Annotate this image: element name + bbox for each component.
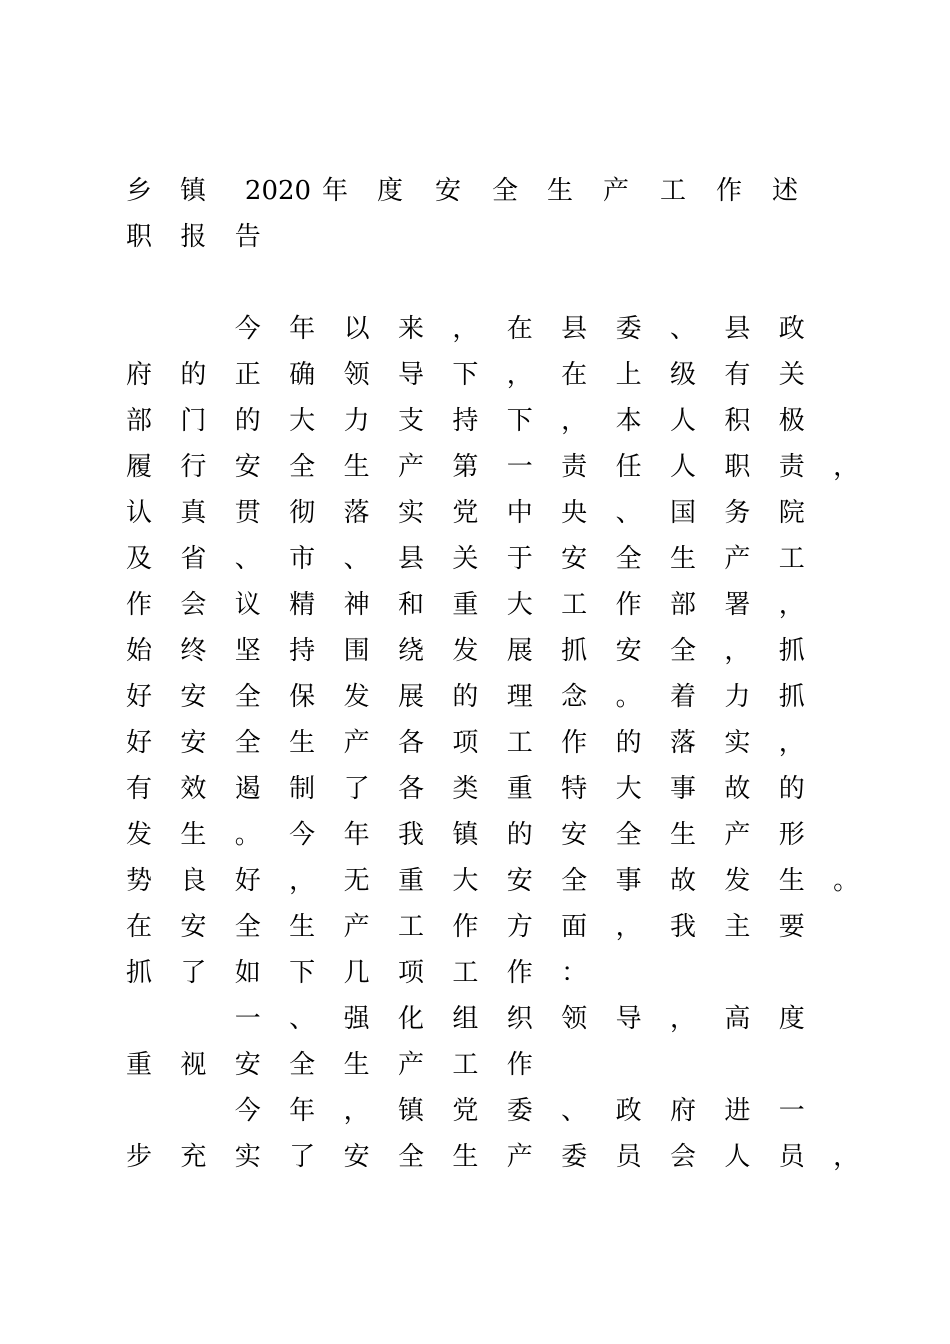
body-lines-glyph: 的 [234, 406, 261, 436]
body-lines-glyph: 级 [669, 360, 696, 390]
body-lines-glyph: 生 [289, 728, 316, 758]
title-lines-glyph: 2020 [244, 176, 312, 206]
body-lines-glyph: 党 [452, 498, 479, 528]
body-lines-glyph: 工 [506, 728, 533, 758]
body-lines-glyph: ， [615, 912, 642, 942]
body-lines-glyph: 县 [397, 544, 424, 574]
body-lines-glyph: 作 [506, 1050, 533, 1080]
body-lines-glyph: 、 [289, 1004, 316, 1034]
report-title [124, 168, 844, 260]
body-lines-line [124, 1088, 844, 1134]
body-lines-glyph: 工 [452, 958, 479, 988]
body-lines-glyph: 、 [561, 1096, 588, 1126]
body-lines-glyph: 安 [343, 1142, 370, 1172]
body-lines-glyph: 年 [343, 820, 370, 850]
body-lines-glyph: 故 [724, 774, 751, 804]
body-lines-glyph: 项 [397, 958, 424, 988]
body-lines-glyph: 安 [234, 452, 261, 482]
title-lines-glyph: 乡 [125, 176, 152, 206]
body-lines-glyph: 关 [778, 360, 805, 390]
body-lines-glyph: 市 [289, 544, 316, 574]
body-lines-glyph: 要 [778, 912, 805, 942]
body-lines-glyph: 了 [343, 774, 370, 804]
body-lines-glyph: 的 [506, 820, 533, 850]
title-lines-glyph: 报 [180, 222, 207, 252]
body-lines-glyph: 项 [452, 728, 479, 758]
body-lines-glyph: 持 [289, 636, 316, 666]
body-lines-glyph: 力 [724, 682, 751, 712]
body-lines-glyph: 我 [397, 820, 424, 850]
body-lines-glyph: 、 [234, 544, 261, 574]
title-lines-glyph: 镇 [179, 176, 206, 206]
body-lines-glyph: 产 [724, 544, 751, 574]
body-lines-glyph: 产 [397, 452, 424, 482]
body-lines-glyph: ， [669, 1004, 696, 1034]
body-lines-glyph: 以 [343, 314, 370, 344]
body-lines-glyph: 下 [506, 406, 533, 436]
body-lines-glyph: ， [833, 452, 860, 482]
body-lines-glyph: 无 [343, 866, 370, 896]
body-lines-glyph: 安 [234, 1050, 261, 1080]
body-lines-glyph: 彻 [289, 498, 316, 528]
body-lines-glyph: 导 [397, 360, 424, 390]
body-lines-glyph: ， [452, 314, 479, 344]
body-lines-glyph: 府 [125, 360, 152, 390]
body-lines-glyph: 的 [180, 360, 207, 390]
title-lines-glyph: 职 [125, 222, 152, 252]
body-lines-glyph: 大 [452, 866, 479, 896]
body-lines-glyph: 府 [669, 1096, 696, 1126]
body-lines-glyph: ， [778, 590, 805, 620]
body-lines-glyph: 充 [180, 1142, 207, 1172]
title-lines-glyph: 述 [771, 176, 798, 206]
body-lines-glyph: 发 [343, 682, 370, 712]
body-lines-glyph: 关 [452, 544, 479, 574]
body-lines-line [124, 858, 860, 904]
report-text [124, 306, 860, 1180]
body-lines-glyph: 员 [615, 1142, 642, 1172]
body-lines-glyph: 特 [561, 774, 588, 804]
body-lines-glyph: 生 [180, 820, 207, 850]
body-lines-glyph: 产 [724, 820, 751, 850]
body-lines-glyph: 展 [397, 682, 424, 712]
body-lines-glyph: 良 [180, 866, 207, 896]
body-lines-glyph: 安 [180, 728, 207, 758]
body-lines-glyph: 人 [669, 406, 696, 436]
body-lines-glyph: 本 [615, 406, 642, 436]
body-lines-glyph: 持 [452, 406, 479, 436]
body-lines-glyph: 确 [289, 360, 316, 390]
body-lines-glyph: 生 [778, 866, 805, 896]
body-lines-glyph: 始 [125, 636, 152, 666]
body-lines-glyph: 会 [669, 1142, 696, 1172]
body-lines-glyph: 。 [615, 682, 642, 712]
body-lines-glyph: 履 [125, 452, 152, 482]
body-lines-glyph: ， [506, 360, 533, 390]
body-lines-glyph: 全 [615, 544, 642, 574]
body-lines-glyph: 责 [778, 452, 805, 482]
body-lines-glyph: 在 [125, 912, 152, 942]
body-lines-glyph: 故 [669, 866, 696, 896]
title-lines-glyph: 年 [321, 176, 348, 206]
body-lines-glyph: 抓 [778, 636, 805, 666]
body-lines-glyph: 事 [615, 866, 642, 896]
body-lines-glyph: ， [833, 1142, 860, 1172]
body-lines-glyph: 国 [669, 498, 696, 528]
body-lines-glyph: 院 [778, 498, 805, 528]
body-lines-glyph: 委 [561, 1142, 588, 1172]
body-lines-glyph: 、 [343, 544, 370, 574]
body-lines-glyph: 安 [615, 636, 642, 666]
body-lines-glyph: 支 [397, 406, 424, 436]
body-lines-glyph: 织 [506, 1004, 533, 1034]
body-lines-glyph: 认 [125, 498, 152, 528]
body-lines-glyph: 抓 [125, 958, 152, 988]
body-lines-glyph: 。 [833, 866, 860, 896]
body-lines-line [124, 306, 844, 352]
body-lines-glyph: 制 [289, 774, 316, 804]
body-lines-glyph: 势 [125, 866, 152, 896]
body-lines-glyph: 镇 [452, 820, 479, 850]
body-lines-glyph: 一 [506, 452, 533, 482]
body-lines-glyph: 工 [561, 590, 588, 620]
body-lines-glyph: ， [289, 866, 316, 896]
body-lines-glyph: ： [561, 958, 588, 988]
body-lines-glyph: 了 [289, 1142, 316, 1172]
body-lines-line [124, 766, 844, 812]
body-lines-glyph: 高 [724, 1004, 751, 1034]
body-lines-glyph: 视 [180, 1050, 207, 1080]
body-lines-glyph: 员 [778, 1142, 805, 1172]
body-lines-glyph: 来 [397, 314, 424, 344]
body-lines-glyph: 作 [561, 728, 588, 758]
body-lines-glyph: 重 [506, 774, 533, 804]
body-lines-glyph: 展 [506, 636, 533, 666]
body-lines-glyph: 发 [724, 866, 751, 896]
body-lines-glyph: 强 [343, 1004, 370, 1034]
body-lines-glyph: 全 [289, 452, 316, 482]
body-lines-line [124, 444, 860, 490]
body-lines-glyph: 安 [561, 820, 588, 850]
body-lines-glyph: 政 [778, 314, 805, 344]
body-lines-glyph: 形 [778, 820, 805, 850]
body-lines-glyph: 。 [234, 820, 261, 850]
body-lines-glyph: 于 [506, 544, 533, 574]
body-lines-glyph: 力 [343, 406, 370, 436]
body-lines-glyph: 在 [506, 314, 533, 344]
body-lines-glyph: 围 [343, 636, 370, 666]
body-lines-glyph: 方 [506, 912, 533, 942]
body-lines-line [124, 950, 844, 996]
body-lines-glyph: 主 [724, 912, 751, 942]
body-lines-glyph: 行 [180, 452, 207, 482]
body-lines-glyph: 门 [180, 406, 207, 436]
body-lines-glyph: 大 [289, 406, 316, 436]
body-lines-glyph: 安 [180, 912, 207, 942]
body-lines-glyph: 作 [452, 912, 479, 942]
body-lines-line [124, 996, 844, 1042]
body-lines-glyph: 正 [234, 360, 261, 390]
body-lines-glyph: 一 [778, 1096, 805, 1126]
body-lines-glyph: 、 [615, 498, 642, 528]
body-lines-glyph: 产 [343, 912, 370, 942]
title-lines-glyph: 全 [491, 176, 518, 206]
body-lines-glyph: 真 [180, 498, 207, 528]
body-lines-glyph: 抓 [561, 636, 588, 666]
body-lines-glyph: 绕 [397, 636, 424, 666]
body-lines-glyph: 导 [615, 1004, 642, 1034]
body-lines-glyph: 安 [561, 544, 588, 574]
title-lines-line [124, 214, 844, 260]
body-lines-glyph: 全 [615, 820, 642, 850]
body-lines-glyph: 部 [125, 406, 152, 436]
body-lines-glyph: 几 [343, 958, 370, 988]
body-lines-glyph: 保 [289, 682, 316, 712]
body-lines-line [124, 536, 844, 582]
body-lines-glyph: 精 [289, 590, 316, 620]
body-lines-glyph: 生 [452, 1142, 479, 1172]
body-lines-glyph: 人 [724, 1142, 751, 1172]
body-lines-glyph: 政 [615, 1096, 642, 1126]
body-lines-glyph: 会 [180, 590, 207, 620]
body-lines-glyph: 产 [397, 1050, 424, 1080]
body-lines-glyph: 工 [452, 1050, 479, 1080]
body-lines-glyph: 的 [615, 728, 642, 758]
title-lines-glyph: 安 [434, 176, 461, 206]
body-lines-glyph: 生 [343, 452, 370, 482]
body-lines-glyph: 省 [180, 544, 207, 574]
body-lines-glyph: 今 [234, 1096, 261, 1126]
body-lines-glyph: 务 [724, 498, 751, 528]
body-lines-glyph: 安 [506, 866, 533, 896]
body-lines-glyph: 效 [180, 774, 207, 804]
body-lines-glyph: 上 [615, 360, 642, 390]
body-lines-glyph: 委 [615, 314, 642, 344]
body-lines-glyph: 积 [724, 406, 751, 436]
body-lines-glyph: 委 [506, 1096, 533, 1126]
body-lines-glyph: 有 [125, 774, 152, 804]
body-lines-glyph: 各 [397, 728, 424, 758]
body-lines-glyph: ， [561, 406, 588, 436]
body-lines-line [124, 674, 844, 720]
body-lines-line [124, 720, 844, 766]
document-body [124, 168, 860, 1180]
body-lines-line [124, 352, 844, 398]
body-lines-glyph: 好 [234, 866, 261, 896]
body-lines-glyph: 神 [343, 590, 370, 620]
title-lines-glyph: 告 [234, 222, 261, 252]
body-lines-line [124, 812, 844, 858]
body-lines-glyph: 产 [506, 1142, 533, 1172]
body-lines-glyph: 县 [561, 314, 588, 344]
title-lines-glyph: 工 [659, 176, 686, 206]
body-lines-glyph: 部 [669, 590, 696, 620]
body-lines-glyph: 及 [125, 544, 152, 574]
body-lines-line [124, 904, 844, 950]
body-lines-glyph: 工 [397, 912, 424, 942]
body-lines-glyph: 事 [669, 774, 696, 804]
body-lines-glyph: 今 [289, 820, 316, 850]
body-lines-glyph: 作 [125, 590, 152, 620]
body-lines-glyph: 进 [724, 1096, 751, 1126]
body-lines-glyph: 大 [506, 590, 533, 620]
body-lines-glyph: 全 [289, 1050, 316, 1080]
body-lines-glyph: 发 [452, 636, 479, 666]
body-lines-line [124, 1042, 844, 1088]
body-lines-glyph: 重 [452, 590, 479, 620]
body-lines-glyph: 落 [343, 498, 370, 528]
body-lines-glyph: 全 [397, 1142, 424, 1172]
body-lines-glyph: 第 [452, 452, 479, 482]
body-lines-glyph: 在 [561, 360, 588, 390]
body-lines-glyph: ， [724, 636, 751, 666]
body-lines-glyph: 职 [724, 452, 751, 482]
title-lines-line [124, 168, 844, 214]
body-lines-glyph: 实 [724, 728, 751, 758]
body-lines-line [124, 490, 844, 536]
body-lines-glyph: 的 [778, 774, 805, 804]
body-lines-line [124, 398, 844, 444]
body-lines-glyph: 我 [669, 912, 696, 942]
body-lines-glyph: 实 [234, 1142, 261, 1172]
body-lines-glyph: 下 [452, 360, 479, 390]
body-lines-glyph: 重 [125, 1050, 152, 1080]
body-lines-glyph: 好 [125, 728, 152, 758]
body-lines-glyph: 任 [615, 452, 642, 482]
body-lines-glyph: 全 [234, 912, 261, 942]
body-lines-glyph: ， [343, 1096, 370, 1126]
title-spacer [124, 260, 844, 306]
body-lines-glyph: 领 [343, 360, 370, 390]
body-lines-glyph: 全 [669, 636, 696, 666]
body-lines-glyph: 理 [506, 682, 533, 712]
body-lines-glyph: 央 [561, 498, 588, 528]
body-lines-glyph: 中 [506, 498, 533, 528]
body-lines-glyph: 作 [615, 590, 642, 620]
body-lines-glyph: 抓 [778, 682, 805, 712]
body-lines-glyph: 极 [778, 406, 805, 436]
body-lines-glyph: 人 [669, 452, 696, 482]
body-lines-glyph: 化 [397, 1004, 424, 1034]
body-lines-glyph: 和 [397, 590, 424, 620]
body-lines-glyph: 全 [561, 866, 588, 896]
body-lines-glyph: 有 [724, 360, 751, 390]
body-lines-glyph: 今 [234, 314, 261, 344]
body-lines-glyph: 的 [452, 682, 479, 712]
body-lines-glyph: 面 [561, 912, 588, 942]
body-lines-glyph: 了 [180, 958, 207, 988]
body-lines-glyph: 作 [506, 958, 533, 988]
body-lines-glyph: 领 [561, 1004, 588, 1034]
body-lines-glyph: 贯 [234, 498, 261, 528]
body-lines-glyph: 下 [289, 958, 316, 988]
body-lines-glyph: 镇 [397, 1096, 424, 1126]
body-lines-glyph: 念 [561, 682, 588, 712]
body-lines-glyph: 全 [234, 682, 261, 712]
body-lines-glyph: 生 [669, 820, 696, 850]
body-lines-glyph: 党 [452, 1096, 479, 1126]
body-lines-glyph: 署 [724, 590, 751, 620]
body-lines-glyph: 年 [289, 1096, 316, 1126]
body-lines-glyph: 安 [180, 682, 207, 712]
body-lines-glyph: 着 [669, 682, 696, 712]
body-lines-glyph: 大 [615, 774, 642, 804]
body-lines-glyph: 坚 [234, 636, 261, 666]
body-lines-glyph: 如 [234, 958, 261, 988]
title-lines-glyph: 度 [376, 176, 403, 206]
body-lines-glyph: 产 [343, 728, 370, 758]
body-lines-glyph: 遏 [234, 774, 261, 804]
body-lines-glyph: 实 [397, 498, 424, 528]
body-lines-line [124, 1134, 860, 1180]
body-lines-line [124, 582, 844, 628]
body-lines-glyph: 各 [397, 774, 424, 804]
body-lines-glyph: 好 [125, 682, 152, 712]
body-lines-glyph: 全 [234, 728, 261, 758]
body-lines-glyph: 年 [289, 314, 316, 344]
body-lines-glyph: 生 [669, 544, 696, 574]
body-lines-glyph: 生 [343, 1050, 370, 1080]
body-lines-glyph: 县 [724, 314, 751, 344]
body-lines-line [124, 628, 844, 674]
body-lines-glyph: 议 [234, 590, 261, 620]
body-lines-glyph: 一 [234, 1004, 261, 1034]
body-lines-glyph: 责 [561, 452, 588, 482]
body-lines-glyph: 生 [289, 912, 316, 942]
body-lines-glyph: ， [778, 728, 805, 758]
body-lines-glyph: 组 [452, 1004, 479, 1034]
body-lines-glyph: 类 [452, 774, 479, 804]
body-lines-glyph: 重 [397, 866, 424, 896]
title-lines-glyph: 生 [546, 176, 573, 206]
body-lines-glyph: 终 [180, 636, 207, 666]
body-lines-glyph: 、 [669, 314, 696, 344]
body-lines-glyph: 发 [125, 820, 152, 850]
body-lines-glyph: 度 [778, 1004, 805, 1034]
body-lines-glyph: 落 [669, 728, 696, 758]
title-lines-glyph: 产 [602, 176, 629, 206]
title-lines-glyph: 作 [715, 176, 742, 206]
body-lines-glyph: 工 [778, 544, 805, 574]
body-lines-glyph: 步 [125, 1142, 152, 1172]
